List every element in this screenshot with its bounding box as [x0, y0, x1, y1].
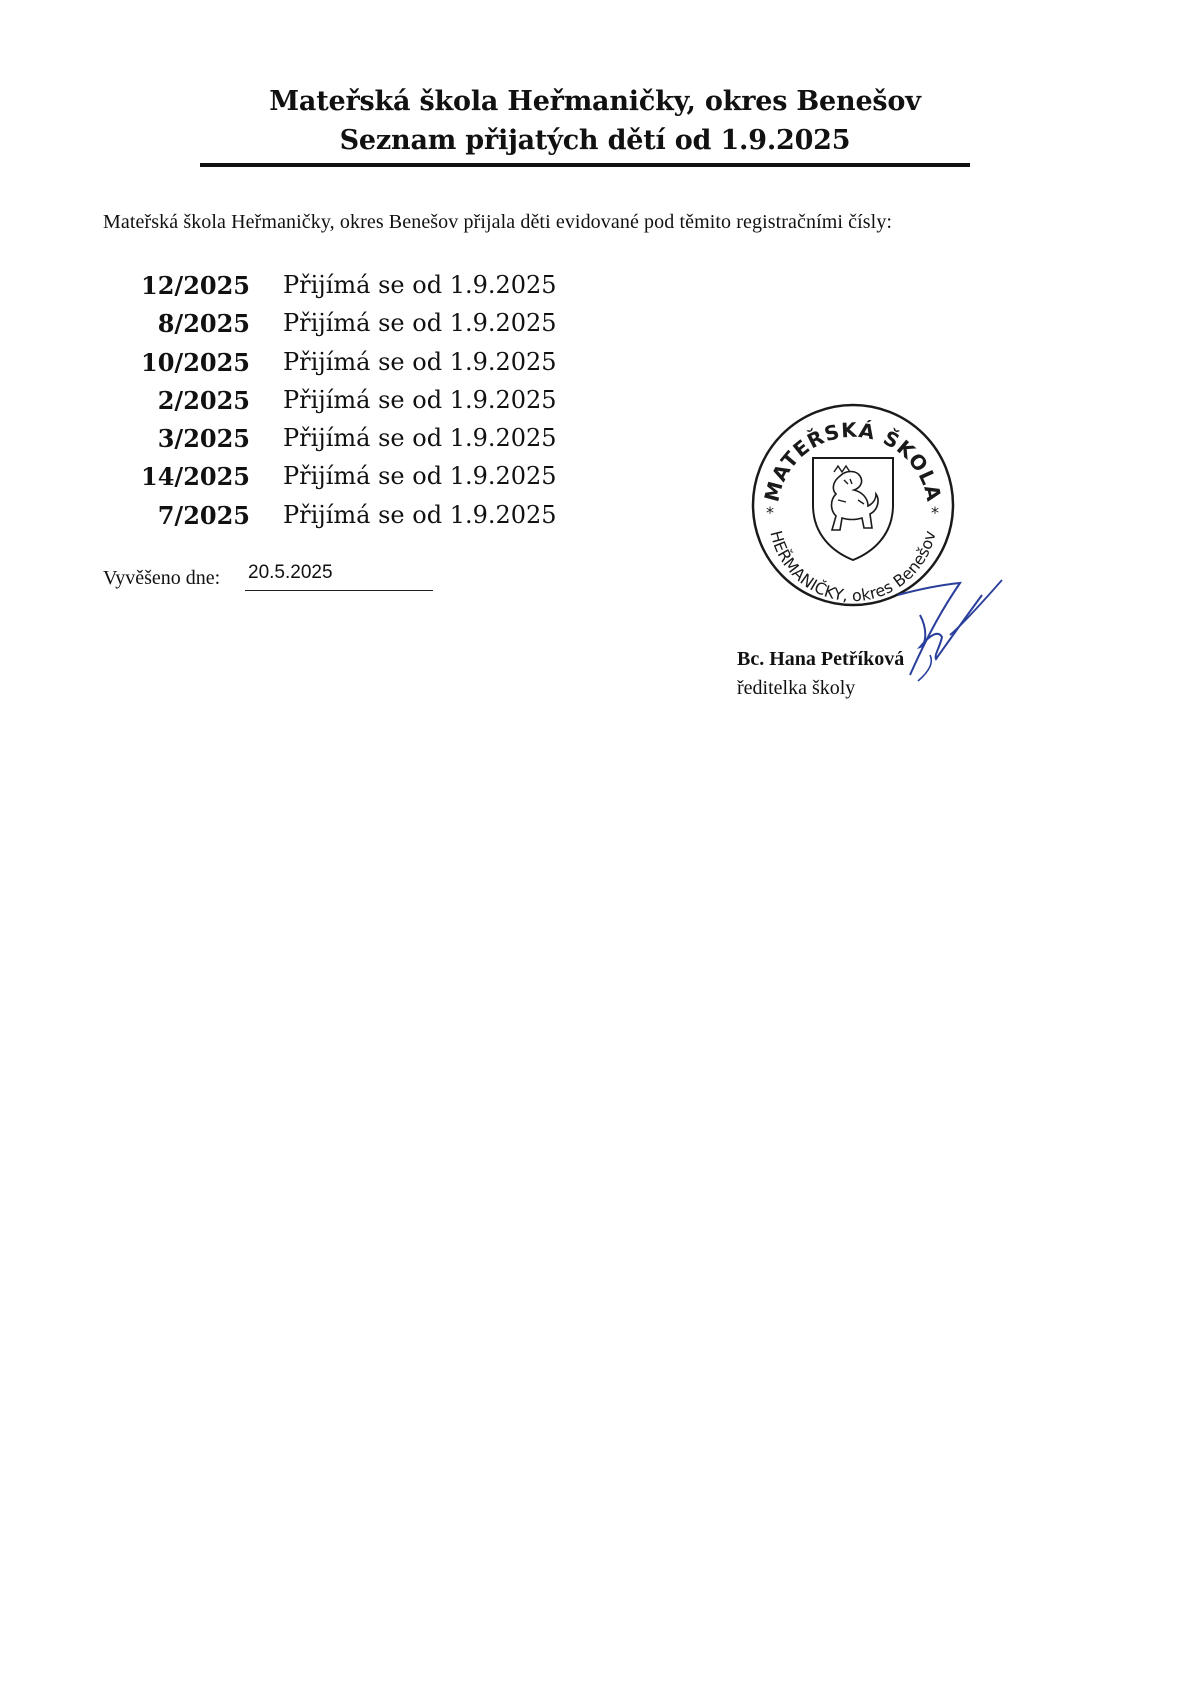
admission-status: Přijímá se od 1.9.2025	[283, 309, 557, 338]
registration-number: 8/2025	[157, 309, 250, 339]
registration-number: 3/2025	[157, 424, 250, 454]
svg-text:*: *	[931, 503, 939, 522]
signature-icon	[890, 575, 1020, 685]
svg-text:HEŘMANIČKY, okres Benešov: HEŘMANIČKY, okres Benešov	[766, 528, 940, 606]
signatory-role: ředitelka školy	[737, 677, 856, 699]
admission-status: Přijímá se od 1.9.2025	[283, 462, 557, 491]
document-title: Seznam přijatých dětí od 1.9.2025	[339, 125, 851, 156]
svg-text:*: *	[766, 503, 774, 522]
title-underline	[200, 163, 970, 167]
svg-text:MATEŘSKÁ ŠKOLA: MATEŘSKÁ ŠKOLA	[759, 417, 947, 505]
signatory-name: Bc. Hana Petříková	[737, 648, 905, 670]
school-name-heading: Mateřská škola Heřmaničky, okres Benešov	[269, 86, 921, 117]
posted-date-line	[245, 590, 433, 591]
admission-status: Přijímá se od 1.9.2025	[283, 424, 557, 453]
registration-number: 2/2025	[157, 385, 250, 415]
registration-number: 14/2025	[141, 462, 250, 492]
admission-status: Přijímá se od 1.9.2025	[283, 347, 557, 376]
intro-text: Mateřská škola Heřmaničky, okres Benešov přijala děti evidované pod těmito registračními čísly:	[103, 211, 893, 233]
posted-date: 20.5.2025	[248, 562, 333, 583]
admission-status: Přijímá se od 1.9.2025	[283, 271, 557, 299]
posted-label: Vyvěšeno dne:	[103, 567, 221, 589]
registration-number: 10/2025	[141, 347, 250, 377]
registration-number: 7/2025	[157, 500, 250, 530]
admission-status: Přijímá se od 1.9.2025	[283, 500, 557, 529]
admission-status: Přijímá se od 1.9.2025	[283, 385, 557, 414]
registration-number: 12/2025	[141, 271, 250, 300]
